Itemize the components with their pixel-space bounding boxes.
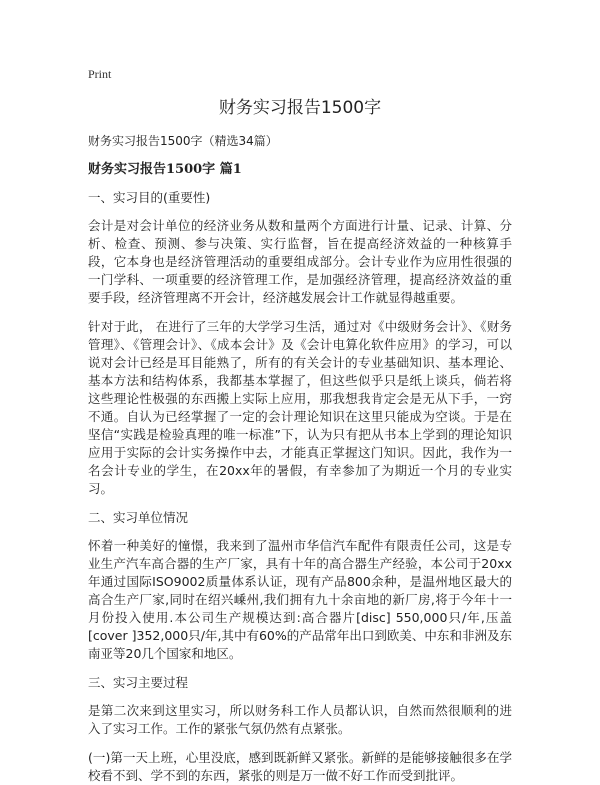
paragraph: (一)第一天上班，心里没底，感到既新鲜又紧张。新鲜的是能够接触很多在学校看不到、学不到的东西，紧张的则是万一做不好工作而受到批评。	[88, 750, 512, 783]
paragraph: 是第二次来到这里实习，所以财务科工作人员都认识，自然而然很顺利的进入了实习工作。工作的紧张气氛仍然有点紧张。	[88, 703, 512, 736]
print-link[interactable]: Print	[88, 67, 112, 81]
section-heading-process: 三、实习主要过程	[88, 675, 189, 690]
paragraph: 会计是对会计单位的经济业务从数和量两个方面进行计量、记录、计算、分析、检查、预测、参与决策、实行监督，旨在提高经济效益的一种核算手段，它本身也是经济管理活动的重要组成部分。会计专业作为应用性很强的一门学科、一项重要的经济管理工作，是加强经济管理，提高经济效益的重要手段，经济管理离不开会计，经济越发展会计工作就显得越重要。	[88, 218, 512, 305]
paragraph: 针对于此， 在进行了三年的大学学习生活，通过对《中级财务会计》、《财务管理》、《管理会计》、《成本会计》及《会计电算化软件应用》的学习，可以说对会计已经是耳目能熟了，所有的有关会计的专业基础知识、基本理论、基本方法和结构体系，我都基本掌握了，但这些似乎只是纸上谈兵，倘若将这些理论性极强的东西搬上实际上应用，那我想我肯定会是无从下手，一窍不通。自认为已经掌握了一定的会计理论知识在这里只能成为空谈。于是在坚信“实践是检验真理的唯一标准”下，认为只有把从书本上学到的理论知识应用于实际的会计实务操作中去，才能真正掌握这门知识。因此，我作为一名会计专业的学生，在20xx年的暑假，有幸参加了为期近一个月的专业实习。	[88, 319, 512, 496]
section-heading-purpose: 一、实习目的(重要性)	[88, 190, 211, 205]
page-title: 财务实习报告1500字	[218, 98, 382, 118]
document-subtitle: 财务实习报告1500字（精选34篇）	[88, 134, 278, 148]
section-heading-company: 二、实习单位情况	[88, 510, 189, 525]
article-title: 财务实习报告1500字 篇1	[88, 162, 242, 177]
paragraph: 怀着一种美好的憧憬，我来到了温州市华信汽车配件有限责任公司，这是专业生产汽车高合器的生产厂家，具有十年的高合器生产经验，本公司于20xx年通过国际ISO9002质量体系认证，现有产品800余种，是温州地区最大的高合生产厂家,同时在绍兴嵊州,我们拥有九十余亩地的新厂房,将于今年十一月份投入使用.本公司生产规模达到:高合器片[disc] 550,000只/年,压盖 [cover ]352,000只/年,其中有60%的产品常年出口到欧美、中东和非洲及东南亚等20几个国家和地区。	[88, 538, 512, 661]
